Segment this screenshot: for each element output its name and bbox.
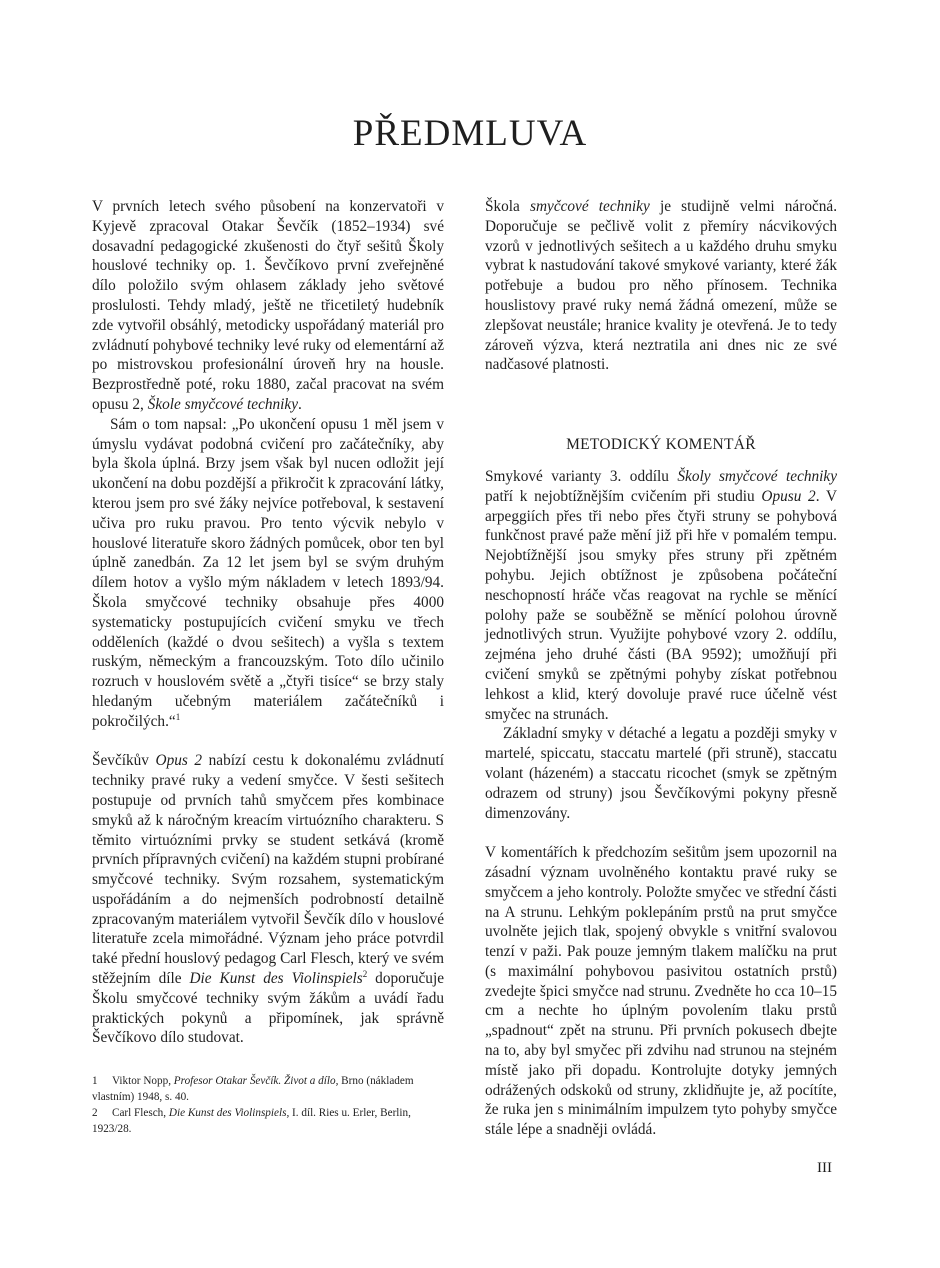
page-title: PŘEDMLUVA xyxy=(352,113,588,154)
page-number: III xyxy=(817,1160,832,1176)
footnotes xyxy=(92,1074,444,1137)
paragraph-basic-strokes: Základní smyky v détaché a legatu a později smyky v martelé, spiccatu, staccatu martelé (při struně), staccatu volant (házeném) a staccatu ricochet (smyk se zpětným odrazem od struny) jsou Ševčíkovými pokyny přesně dimenzovány. xyxy=(485,725,837,822)
section-heading: METODICKÝ KOMENTÁŘ xyxy=(566,436,756,454)
footnote: 2 Carl Flesch, Die Kunst des Violinspiels, I. díl. Ries u. Erler, Berlin, 1923/28. xyxy=(92,1107,411,1135)
footnote-ref-2: 2 xyxy=(362,968,368,979)
right-column xyxy=(485,197,837,1140)
paragraph-variants: Smykové varianty 3. oddílu Školy smyčcové techniky patří k nejobtížnějším cvičením při studiu Opusu 2. V arpeggiích přes tři nebo přes čtyři struny se pohybová funkčnost pravé paže mění již při hře v pomalém tempu. Nejobtížnější jsou smyky přes struny při zpětném pohybu. Jejich obtížnost je způsobena počáteční neschopností hráče včas reagovat na rychle se měnící polohy paže se souběžně se měnící polohou úrovně jednotlivých strun. Využijte pohybové vzory 2. oddílu, zejména jeho druhé části (BA 9592); umožňují při cvičení smyků se zpětnými pohyby získat potřebnou lehkost a klid, který dovoluje pravé ruce účelně vést smyčec na strunách. xyxy=(485,467,837,723)
paragraph-comments: V komentářích k předchozím sešitům jsem upozornil na zásadní význam uvolněného kontaktu pravé ruky se smyčcem a jeho kontroly. Položte smyčec ve střední části na A strunu. Lehkým poklepáním prstů na prut smyčce uvolněte jejich tlak, spojený obvykle s vnitřní svalovou tenzí v paži. Pak pouze jemným tlakem malíčku na prut (s maximální pohybovou pasivitou ostatních prstů) zvedejte špici smyčce nad strunu. Zvedněte ho cca 10–15 cm a nechte ho úplným povolením tlaku prstů „spadnout“ zpět na strunu. Při prvních pokusech dbejte na to, aby byl smyčec při zdvihu nad strunou na stejném místě jako při dopadu. Kontrolujte dotyky jemných odrážených odskoků od struny, zklidňujte je, až pocítíte, že ruka jen s minimálním impulzem tyto pohyby smyčce stále lépe a snadněji ovládá. xyxy=(485,844,838,1139)
left-column xyxy=(92,197,444,1138)
paragraph-quote: Sám o tom napsal: „Po ukončení opusu 1 měl jsem v úmyslu vydávat podobná cvičení pro začátečníky, aby byla škola úplná. Brzy jsem však byl nucen odložit její ukončení na dobu pozdější a přikročit k zpracování látky, kterou jsem pro své žáky nejvíce potřeboval, k sestavení učiva pro ruku pravou. Pro tento výcvik nebylo v houslové literatuře skoro žádných pomůcek, obor ten byl úplně zanedbán. Za 12 let jsem byl se svým druhým dílem hotov a vyšlo mým nákladem v letech 1893/94. Škola smyčcové techniky obsahuje přes 4000 systematicky postupujících cvičení smyku ve třech odděleních (každé o dvou sešitech) a vyšla s textem ruským, německým a francouzským. Toto dílo učinilo rozruch v houslovém světě a „čtyři tisíce“ se brzy staly hledaným učebným materiálem začátečníků i pokročilých.“$^1$ xyxy=(92,415,444,730)
footnote: 1 Viktor Nopp, Profesor Otakar Ševčík. Život a dílo, Brno (nákladem vlastním) 1948, s. 40. xyxy=(92,1075,414,1103)
paragraph-opus2: Ševčíkův Opus 2 nabízí cestu k dokonalému zvládnutí techniky pravé ruky a vedení smyčce. V šesti sešitech postupuje od prvních tahů smyčcem přes kombinace smyků až k náročným kreacím virtuózního charakteru. S těmito virtuózními prvky se student setkává (kromě prvních přípravných cvičení) na každém stupni probírané smyčcové techniky. Svým rozsahem, systematickým uspořádáním a do nejmenších podrobností detailně zpracovaným materiálem vytvořil Ševčík dílo v houslové literatuře zcela mimořádné. Význam jeho práce potvrdil také přední houslový pedagog Carl Flesch, který ve svém stěžejním díle Die Kunst des Violinspiels$^2$ doporučuje Školu smyčcové techniky svým žákům a uvádí řadu praktických pokynů a připomínek, jak správně Ševčíkovo dílo studovat. xyxy=(92,752,444,1047)
paragraph-intro: V prvních letech svého působení na konzervatoři v Kyjevě zpracoval Otakar Ševčík (1852–1934) své dosavadní pedagogické zkušenosti do čtyř sešitů Školy houslové techniky op. 1. Ševčíkovo první zveřejněné dílo položilo svým ohlasem základy jeho světové proslulosti. Tehdy mladý, ještě ne třicetiletý hudebník zde vytvořil obsáhlý, metodicky uspořádaný materiál pro zvládnutí pohybové techniky levé ruky od elementární až po mistrovskou profesionální úroveň hry na housle. Bezprostředně poté, roku 1880, začal pracovat na svém opusu 2, Škole smyčcové techniky. xyxy=(92,198,444,413)
footnote-ref-1: 1 xyxy=(175,711,181,722)
paragraph-difficulty: Škola smyčcové techniky je studijně velmi náročná. Doporučuje se pečlivě volit z přemíry nácvikových vzorů v jednotlivých sešitech a u každého druhu smyku vybrat k nastudování takové smykové varianty, které žák potřebuje a budou pro něho přínosem. Technika houslistovy pravé ruky nemá žádná omezení, může se zlepšovat neustále; hranice kvality je otevřená. Je to tedy zároveň výzva, která neztratila ani dnes nic ze své nadčasové platnosti. xyxy=(485,198,838,374)
